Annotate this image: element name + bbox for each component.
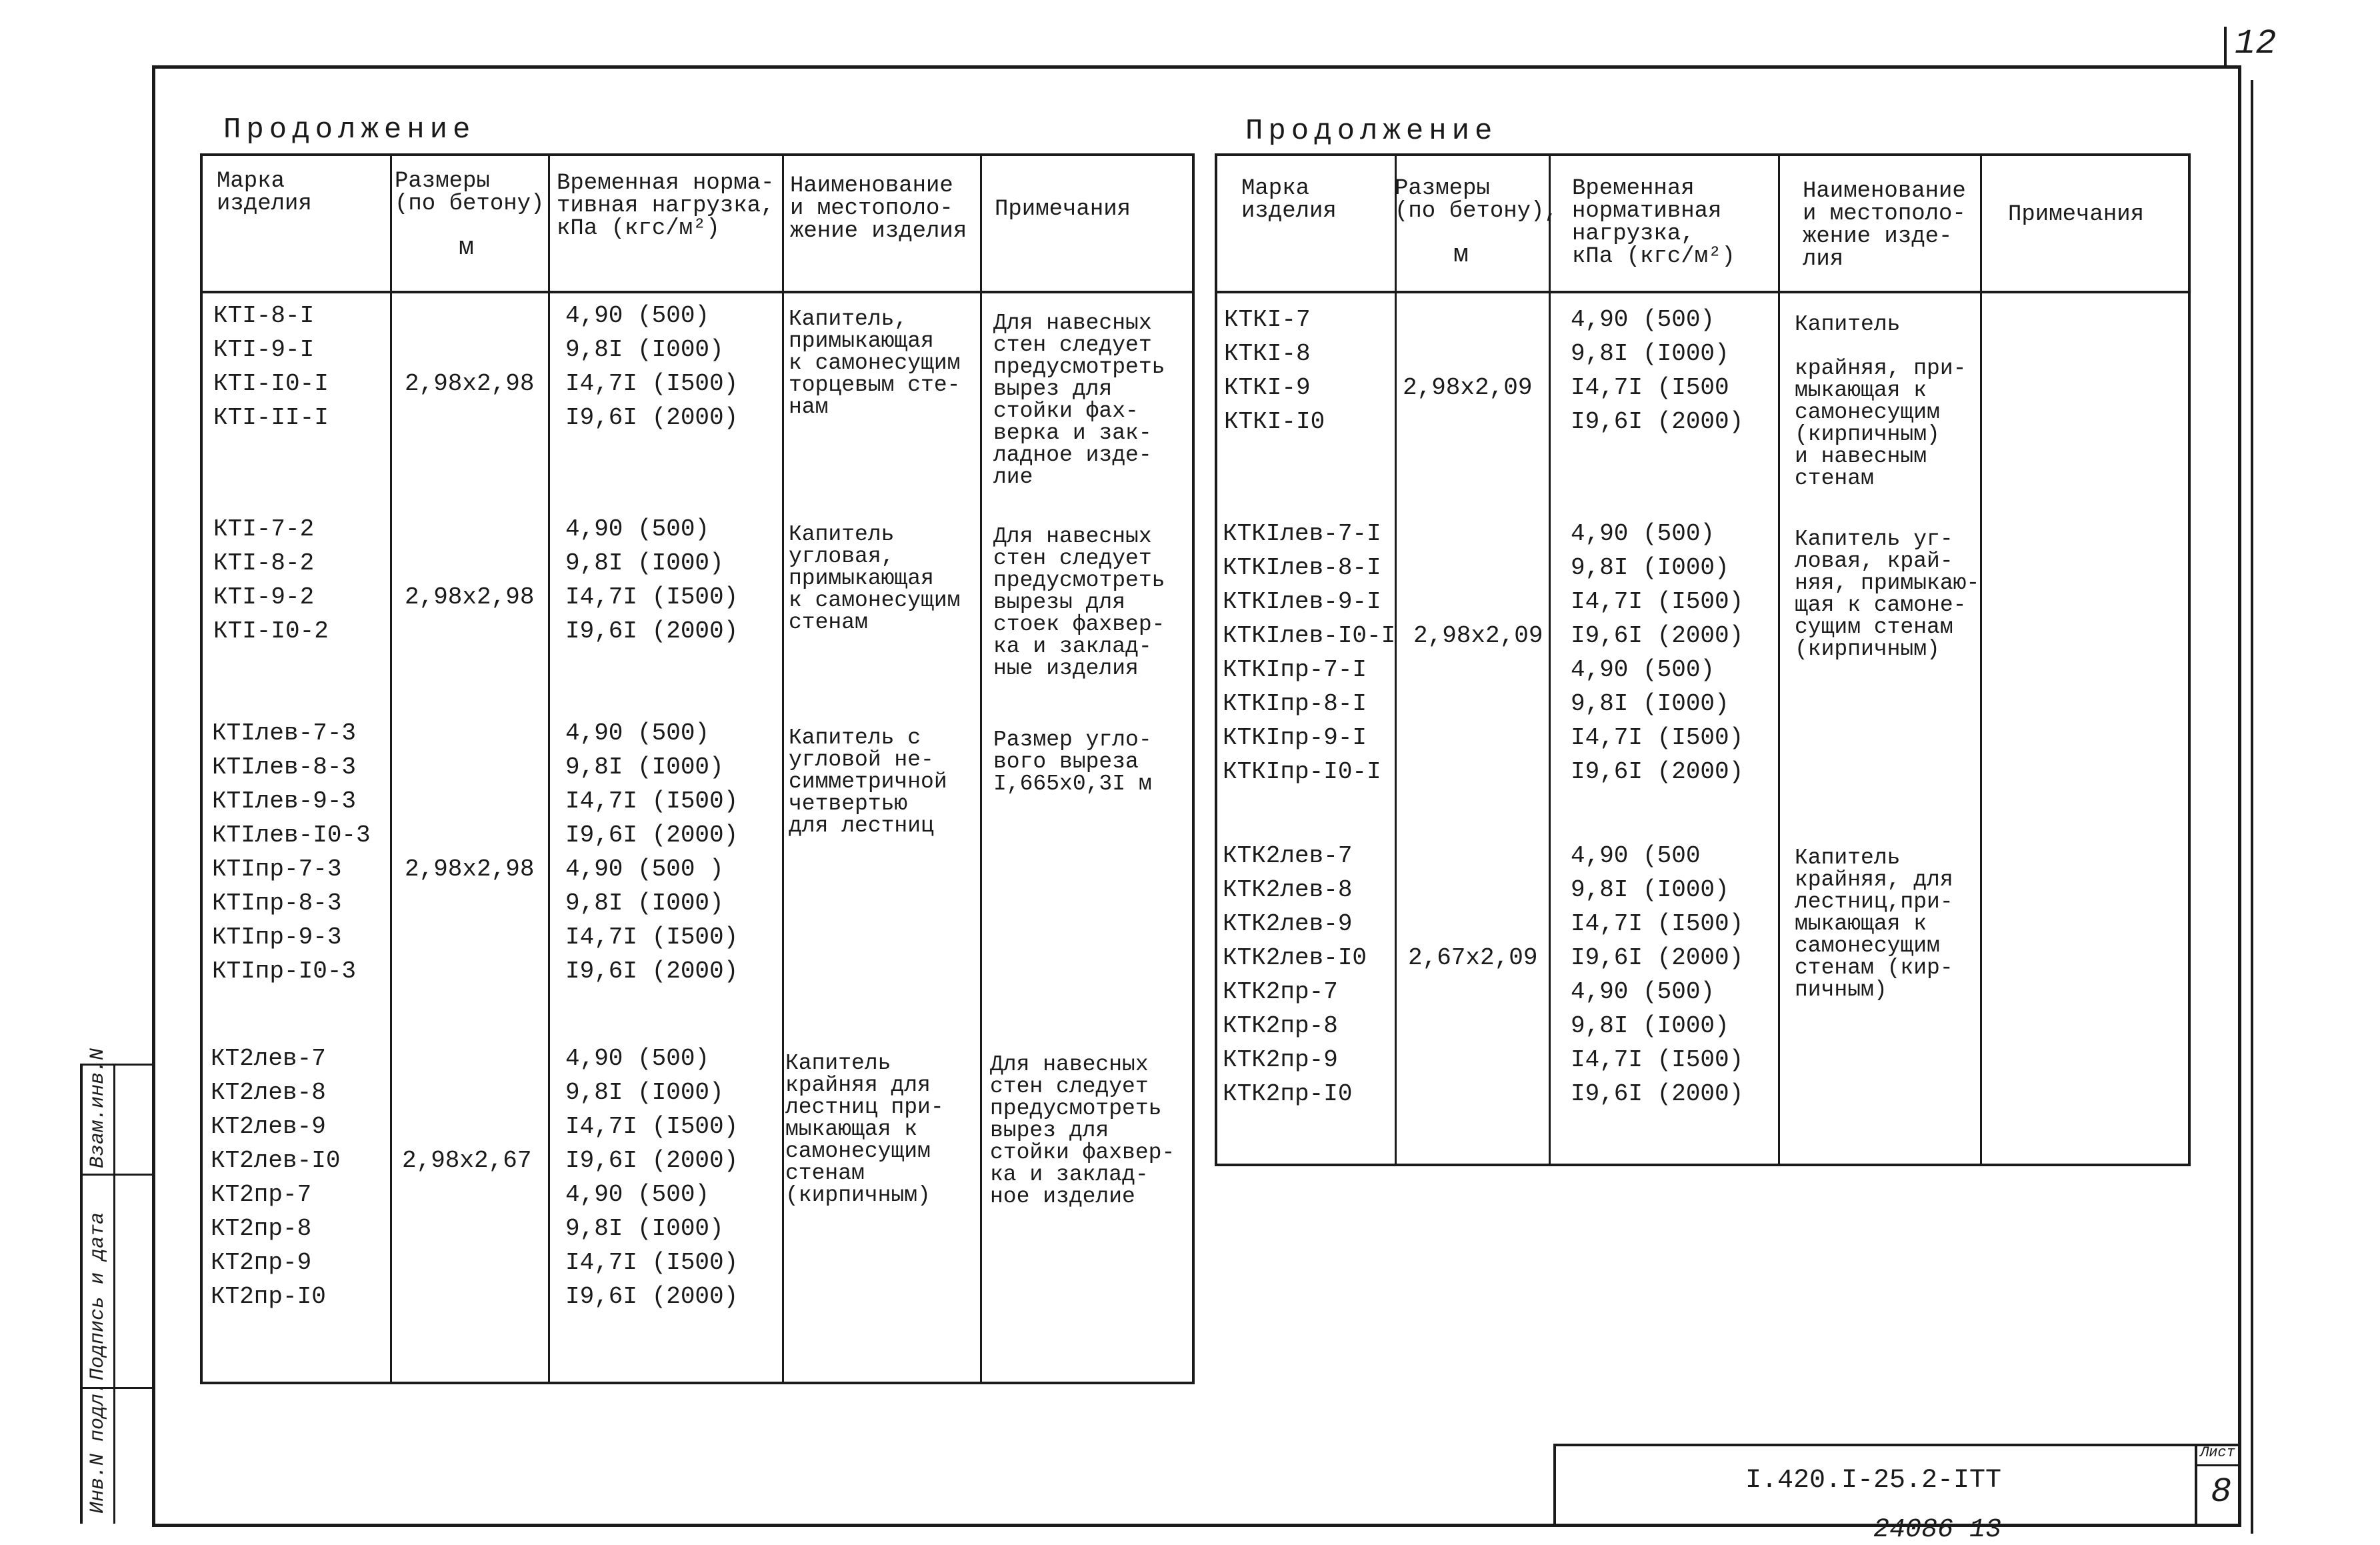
lt-header-load: Временная норма- тивная нагрузка, кПа (кгс/м²) [557,171,775,241]
lt-g4-load-1: 4,90 (500) [565,1045,710,1072]
lt-g4-load-2: 9,8I (I000) [565,1079,724,1106]
lt-header-mark: Марка изделия [217,169,312,217]
lt-g4-mark-2: КТ2лев-8 [211,1079,326,1106]
lt-g4-mark-6: КТ2пр-8 [211,1215,312,1242]
lt-g4-mark-4: КТ2лев-I0 [211,1147,341,1174]
lt-g4-note: Для навесных стен следует предусмотреть вырез для стойки фахвер- ка и заклад- ное изделие [990,1052,1175,1209]
rt-g1-mark-1: КТКI-7 [1224,306,1311,333]
lt-g1-size: 2,98х2,98 [405,370,535,397]
rt-g3-mark-1: КТК2лев-7 [1223,842,1353,870]
lt-g2-mark-2: КТI-8-2 [213,549,315,577]
rt-header-notes: Примечания [2008,202,2145,227]
rt-g1-load-1: 4,90 (500) [1571,306,1715,333]
lt-g2-name: Капитель угловая, примыкающая к самонесущим стенам [789,522,961,635]
lt-g2-load-3: I4,7I (I500) [565,583,739,611]
lt-bottom [200,1382,1195,1384]
rt-g3-load-3: I4,7I (I500) [1571,910,1744,938]
rt-g1-load-4: I9,6I (2000) [1571,408,1744,435]
lt-g4-mark-7: КТ2пр-9 [211,1249,312,1276]
rt-g1-load-2: 9,8I (I000) [1571,340,1729,367]
rt-header-mark: Марка изделия [1241,176,1337,224]
lt-g3-size: 2,98х2,98 [405,856,535,883]
lt-g3-mark-2: КТIлев-8-3 [212,753,357,781]
rt-g2-mark-8: КТКIпр-I0-I [1223,758,1381,786]
lt-g3-load-2: 9,8I (I000) [565,753,724,781]
lt-g3-mark-3: КТIлев-9-3 [212,788,357,815]
rt-g3-load-6: 9,8I (I000) [1571,1012,1729,1040]
lt-g4-name: Капитель крайняя для лестниц при- мыкающая к самонесущим стенам (кирпичным) [785,1051,944,1208]
lt-g3-load-6: 9,8I (I000) [565,890,724,917]
rt-g2-mark-3: КТКIлев-9-I [1223,588,1381,615]
lt-g3-mark-7: КТIпр-9-3 [212,924,342,951]
lt-header-size-unit: м [459,233,474,262]
rt-g2-name: Капитель уг- ловая, край- няя, примыкаю- щая к самоне- сущим стенам (кирпичным) [1795,527,1980,661]
rt-g3-size: 2,67х2,09 [1408,944,1538,972]
lt-g2-mark-4: КТI-I0-2 [213,617,329,645]
rt-g2-mark-5: КТКIпр-7-I [1223,656,1367,683]
lt-g3-name: Капитель с угловой не- симметричной четвертью для лестниц [789,725,947,838]
rt-g1-mark-2: КТКI-8 [1224,340,1311,367]
lt-g4-load-5: 4,90 (500) [565,1181,710,1208]
lt-g4-load-4: I9,6I (2000) [565,1147,739,1174]
rt-header-bottom [1215,291,2191,293]
lt-g4-load-8: I9,6I (2000) [565,1283,739,1310]
rt-g3-load-4: I9,6I (2000) [1571,944,1744,972]
rt-g2-load-4: I9,6I (2000) [1571,622,1744,649]
rt-g2-mark-2: КТКIлев-8-I [1223,554,1381,581]
lt-top [200,153,1195,156]
lt-g1-load-1: 4,90 (500) [565,302,710,329]
lt-g2-load-4: I9,6I (2000) [565,617,739,645]
tb-top [1553,1444,2240,1446]
rt-g3-load-7: I4,7I (I500) [1571,1046,1744,1074]
tb-sheet-label-line [2195,1464,2240,1466]
frame-right [2238,65,2241,1527]
rt-g2-mark-4: КТКIлев-I0-I [1223,622,1396,649]
rt-g2-mark-7: КТКIпр-9-I [1223,724,1367,751]
sheet-label: Лист [2200,1444,2235,1461]
lt-g4-load-6: 9,8I (I000) [565,1215,724,1242]
rt-g3-mark-7: КТК2пр-9 [1223,1046,1338,1074]
rt-col4 [1980,153,1982,1166]
lt-g2-mark-1: КТI-7-2 [213,515,315,543]
lt-g1-note: Для навесных стен следует предусмотреть вырез для стойки фах- верка и зак- ладное изде- лие [993,311,1165,489]
lt-g3-load-4: I9,6I (2000) [565,822,739,849]
lt-g3-mark-8: КТIпр-I0-3 [212,958,357,985]
lt-g2-load-2: 9,8I (I000) [565,549,724,577]
rt-g2-load-7: I4,7I (I500) [1571,724,1744,751]
right-continuation-label: Продолжение [1245,115,1498,148]
lt-col2 [548,153,550,1384]
lt-g2-load-1: 4,90 (500) [565,515,710,543]
rt-g3-mark-3: КТК2лев-9 [1223,910,1353,938]
rt-top [1215,153,2191,156]
lt-header-size: Размеры (по бетону) [395,169,545,217]
lt-g3-load-7: I4,7I (I500) [565,924,739,951]
lt-g3-load-8: I9,6I (2000) [565,958,739,985]
rt-g3-mark-4: КТК2лев-I0 [1223,944,1367,972]
lt-col1 [390,153,392,1384]
rt-g2-load-3: I4,7I (I500) [1571,588,1744,615]
lt-g4-load-3: I4,7I (I500) [565,1113,739,1140]
lt-g1-load-4: I9,6I (2000) [565,404,739,431]
rt-g3-mark-2: КТК2лев-8 [1223,876,1353,904]
rt-g2-load-5: 4,90 (500) [1571,656,1715,683]
lt-g1-load-2: 9,8I (I000) [565,336,724,363]
rt-g2-size: 2,98х2,09 [1413,622,1543,649]
lt-col4 [980,153,982,1384]
stamp-podpis: Подпись и дата [87,1212,109,1380]
rt-col0 [1215,153,1217,1166]
frame-top [152,65,2241,69]
rt-header-size-unit: м [1453,241,1469,269]
rt-g3-name: Капитель крайняя, для лестниц,при- мыкающая к самонесущим стенам (кир- пичным) [1795,846,1953,1002]
rt-g2-load-2: 9,8I (I000) [1571,554,1729,581]
stamp-inv-podl: Инв.N подл. [87,1381,109,1514]
rt-g2-load-6: 9,8I (I000) [1571,690,1729,717]
lt-col5 [1192,153,1195,1384]
lt-g2-note: Для навесных стен следует предусмотреть вырезы для стоек фахвер- ка и заклад- ные изделия [993,524,1165,681]
rt-g1-size: 2,98х2,09 [1403,374,1533,401]
rt-g1-name: Капитель крайняя, при- мыкающая к самонесущим (кирпичным) и навесным стенам [1795,312,1967,491]
lt-g3-mark-1: КТIлев-7-3 [212,719,357,747]
lt-col0 [200,153,203,1384]
frame-right-inner [2251,80,2253,1534]
stamp-vzam: Взам.инв.N [87,1048,109,1168]
lt-g3-mark-4: КТIлев-I0-3 [212,822,371,849]
lt-g1-mark-3: КТI-I0-I [213,370,329,397]
left-continuation-label: Продолжение [223,113,476,147]
lt-g1-mark-4: КТI-II-I [213,404,329,431]
rt-header-size: Размеры (по бетону), [1395,176,1558,224]
lt-g4-load-7: I4,7I (I500) [565,1249,739,1276]
lt-g4-mark-8: КТ2пр-I0 [211,1283,326,1310]
lt-g4-mark-3: КТ2лев-9 [211,1113,326,1140]
lt-g1-load-3: I4,7I (I500) [565,370,739,397]
lt-g2-size: 2,98х2,98 [405,583,535,611]
lt-g3-load-1: 4,90 (500) [565,719,710,747]
lt-g3-note: Размер угло- вого выреза I,665х0,3I м [993,727,1152,796]
rt-g3-load-8: I9,6I (2000) [1571,1080,1744,1108]
page-corner-number: 12 [2235,24,2277,63]
rt-g3-mark-5: КТК2пр-7 [1223,978,1338,1006]
lt-header-bottom [200,291,1195,293]
rt-g3-load-1: 4,90 (500 [1571,842,1701,870]
lt-g3-mark-5: КТIпр-7-3 [212,856,342,883]
rt-col3 [1778,153,1780,1166]
bottom-number: 24086 13 [1873,1515,2002,1545]
rt-g2-mark-1: КТКIлев-7-I [1223,520,1381,547]
rt-col2 [1549,153,1551,1166]
lt-g4-size: 2,98х2,67 [402,1147,532,1174]
rt-header-load: Временная нормативная нагрузка, кПа (кгс/м²) [1572,176,1735,269]
title-block-code: I.420.I-25.2-IТТ [1745,1466,2002,1496]
corner-number-box [2224,27,2227,67]
lt-g1-mark-1: КТI-8-I [213,302,315,329]
rt-g1-mark-4: КТКI-I0 [1224,408,1325,435]
rt-g2-load-1: 4,90 (500) [1571,520,1715,547]
rt-g3-load-2: 9,8I (I000) [1571,876,1729,904]
lt-g4-mark-1: КТ2лев-7 [211,1045,326,1072]
lt-g1-mark-2: КТI-9-I [213,336,315,363]
lt-g1-name: Капитель, примыкающая к самонесущим торцевым сте- нам [789,307,961,419]
rt-g3-mark-8: КТК2пр-I0 [1223,1080,1353,1108]
rt-bottom [1215,1164,2191,1166]
lt-g4-mark-5: КТ2пр-7 [211,1181,312,1208]
stamp-sep-1 [80,1174,153,1176]
lt-g3-load-5: 4,90 (500 ) [565,856,724,883]
rt-header-name: Наименование и местополо- жение изде- лия [1803,179,1966,272]
rt-g3-mark-6: КТК2пр-8 [1223,1012,1338,1040]
rt-g2-mark-6: КТКIпр-8-I [1223,690,1367,717]
lt-header-notes: Примечания [995,197,1131,222]
lt-g3-mark-6: КТIпр-8-3 [212,890,342,917]
rt-col1 [1395,153,1397,1166]
tb-left [1553,1444,1556,1527]
sheet-number: 8 [2211,1472,2232,1512]
lt-col3 [782,153,784,1384]
rt-g1-mark-3: КТКI-9 [1224,374,1311,401]
rt-g3-load-5: 4,90 (500) [1571,978,1715,1006]
rt-g1-load-3: I4,7I (I500 [1571,374,1729,401]
frame-left [152,65,155,1527]
stamp-border-left [80,1064,83,1524]
tb-sheet-divider [2195,1444,2197,1527]
rt-col5 [2188,153,2191,1166]
lt-header-name: Наименование и местополо- жение изделия [790,173,967,244]
lt-g3-load-3: I4,7I (I500) [565,788,739,815]
lt-g2-mark-3: КТI-9-2 [213,583,315,611]
rt-g2-load-8: I9,6I (2000) [1571,758,1744,786]
stamp-divider [113,1064,115,1524]
